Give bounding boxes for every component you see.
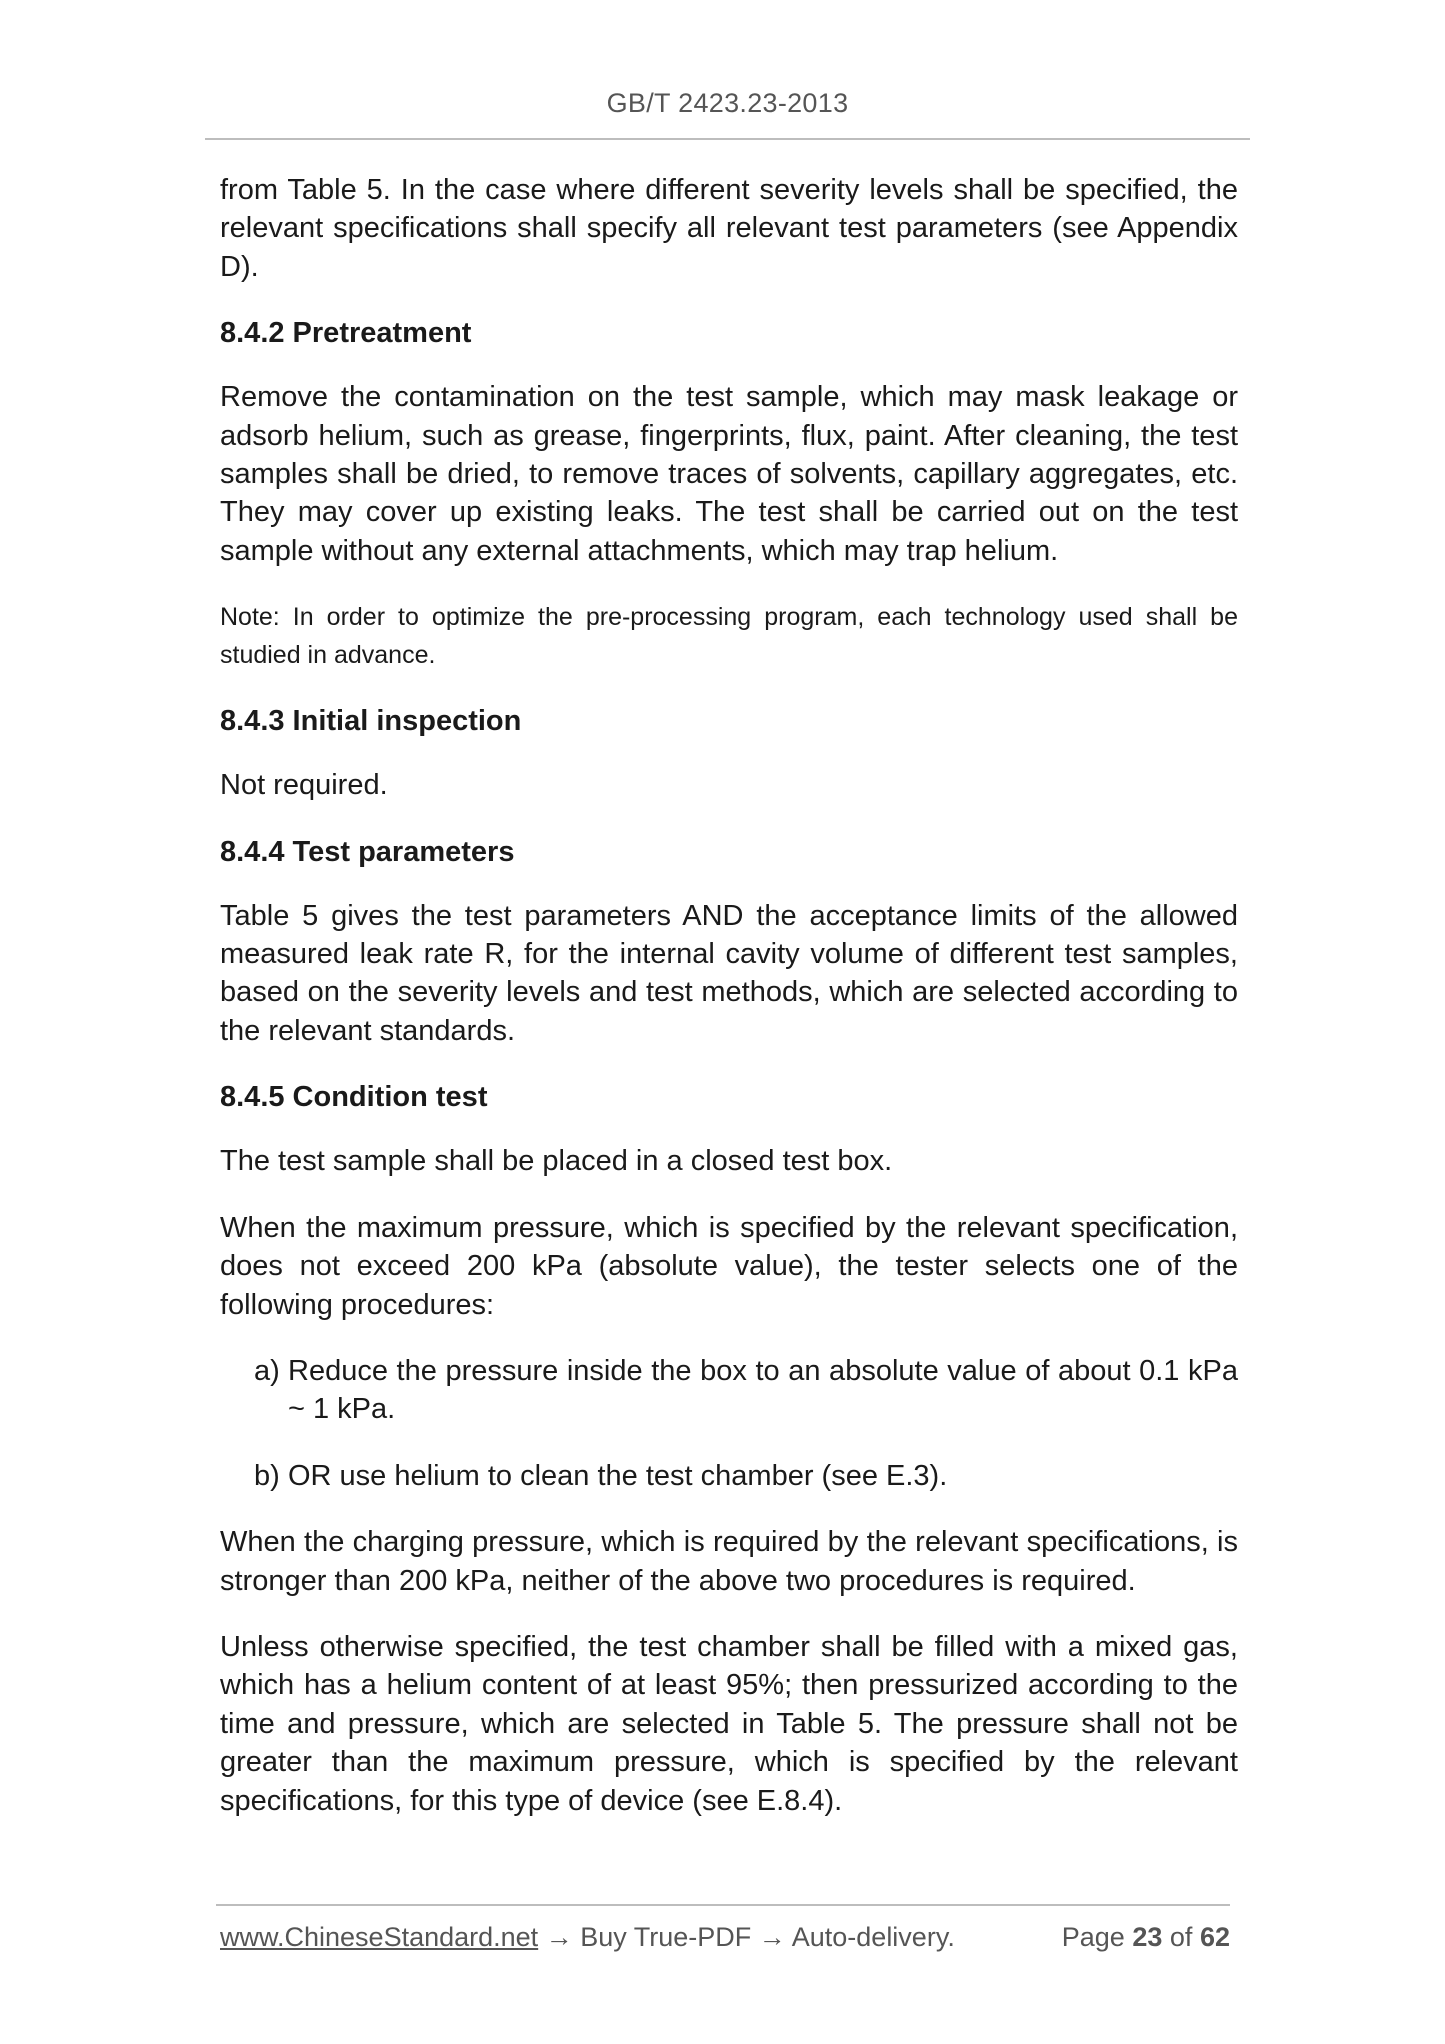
footer-divider (216, 1904, 1230, 1906)
list-item-text: OR use helium to clean the test chamber (see E.3). (288, 1459, 948, 1492)
test-parameters-paragraph: Table 5 gives the test parameters AND the acceptance limits of the allowed measured leak rate R, for the internal cavity volume of different test samples, based on the severity levels and test methods, which are selected according to the relevant standards. (220, 899, 1238, 1047)
initial-inspection-paragraph: Not required. (220, 769, 388, 802)
section-heading-8-4-2: 8.4.2 Pretreatment (220, 317, 472, 350)
condition-test-paragraph-2: When the maximum pressure, which is specified by the relevant specification, does not exceed 200 kPa (absolute value), the tester selects one of the following procedures: (220, 1211, 1238, 1321)
footer-left (220, 1922, 955, 1953)
intro-paragraph: from Table 5. In the case where different severity levels shall be specified, the relevant specifications shall specify all relevant test parameters (see Appendix D). (220, 174, 1238, 283)
page-footer (220, 1922, 1230, 1953)
list-marker: b) (254, 1459, 280, 1492)
header-divider (205, 138, 1250, 140)
website-link[interactable]: www.ChineseStandard.net (220, 1922, 539, 1952)
list-marker: a) (254, 1354, 280, 1387)
footer-tagline: → Buy True-PDF → Auto-delivery. (538, 1922, 955, 1952)
list-item-text: Reduce the pressure inside the box to an absolute value of about 0.1 kPa ~ 1 kPa. (288, 1354, 1238, 1426)
total-page-count: 62 (1199, 1922, 1230, 1952)
document-header: GB/T 2423.23-2013 (606, 88, 849, 118)
pretreatment-paragraph: Remove the contamination on the test sample, which may mask leakage or adsorb helium, such as grease, fingerprints, flux, paint. After cleaning, the test samples shall be dried, to remove traces of solvents, capillary aggregates, etc. They may cover up existing leaks. The test shall be carried out on the test sample without any external attachments, which may trap helium. (220, 381, 1238, 567)
section-heading-8-4-4: 8.4.4 Test parameters (220, 835, 515, 868)
condition-test-paragraph-3: When the charging pressure, which is required by the relevant specifications, is stronger than 200 kPa, neither of the above two procedures is required. (220, 1526, 1238, 1597)
page-of-label: of (1169, 1922, 1193, 1952)
page-label: Page (1061, 1922, 1125, 1952)
condition-test-paragraph-4: Unless otherwise specified, the test chamber shall be filled with a mixed gas, which has a helium content of at least 95%; then pressurized according to the time and pressure, which are selected in Table 5. The pressure shall not be greater than the maximum pressure, which is specified by the relevant specifications, for this type of device (see E.8.4). (220, 1630, 1238, 1817)
section-heading-8-4-3: 8.4.3 Initial inspection (220, 705, 522, 738)
section-heading-8-4-5: 8.4.5 Condition test (220, 1081, 488, 1114)
list-item (254, 1352, 1238, 1429)
condition-test-paragraph-1: The test sample shall be placed in a closed test box. (220, 1145, 893, 1178)
page-indicator (1062, 1922, 1230, 1953)
page-body (220, 171, 1238, 1848)
pretreatment-note: Note: In order to optimize the pre-processing program, each technology used shall be studied in advance. (220, 603, 1238, 670)
list-item (254, 1457, 1238, 1495)
current-page-number: 23 (1132, 1922, 1163, 1952)
